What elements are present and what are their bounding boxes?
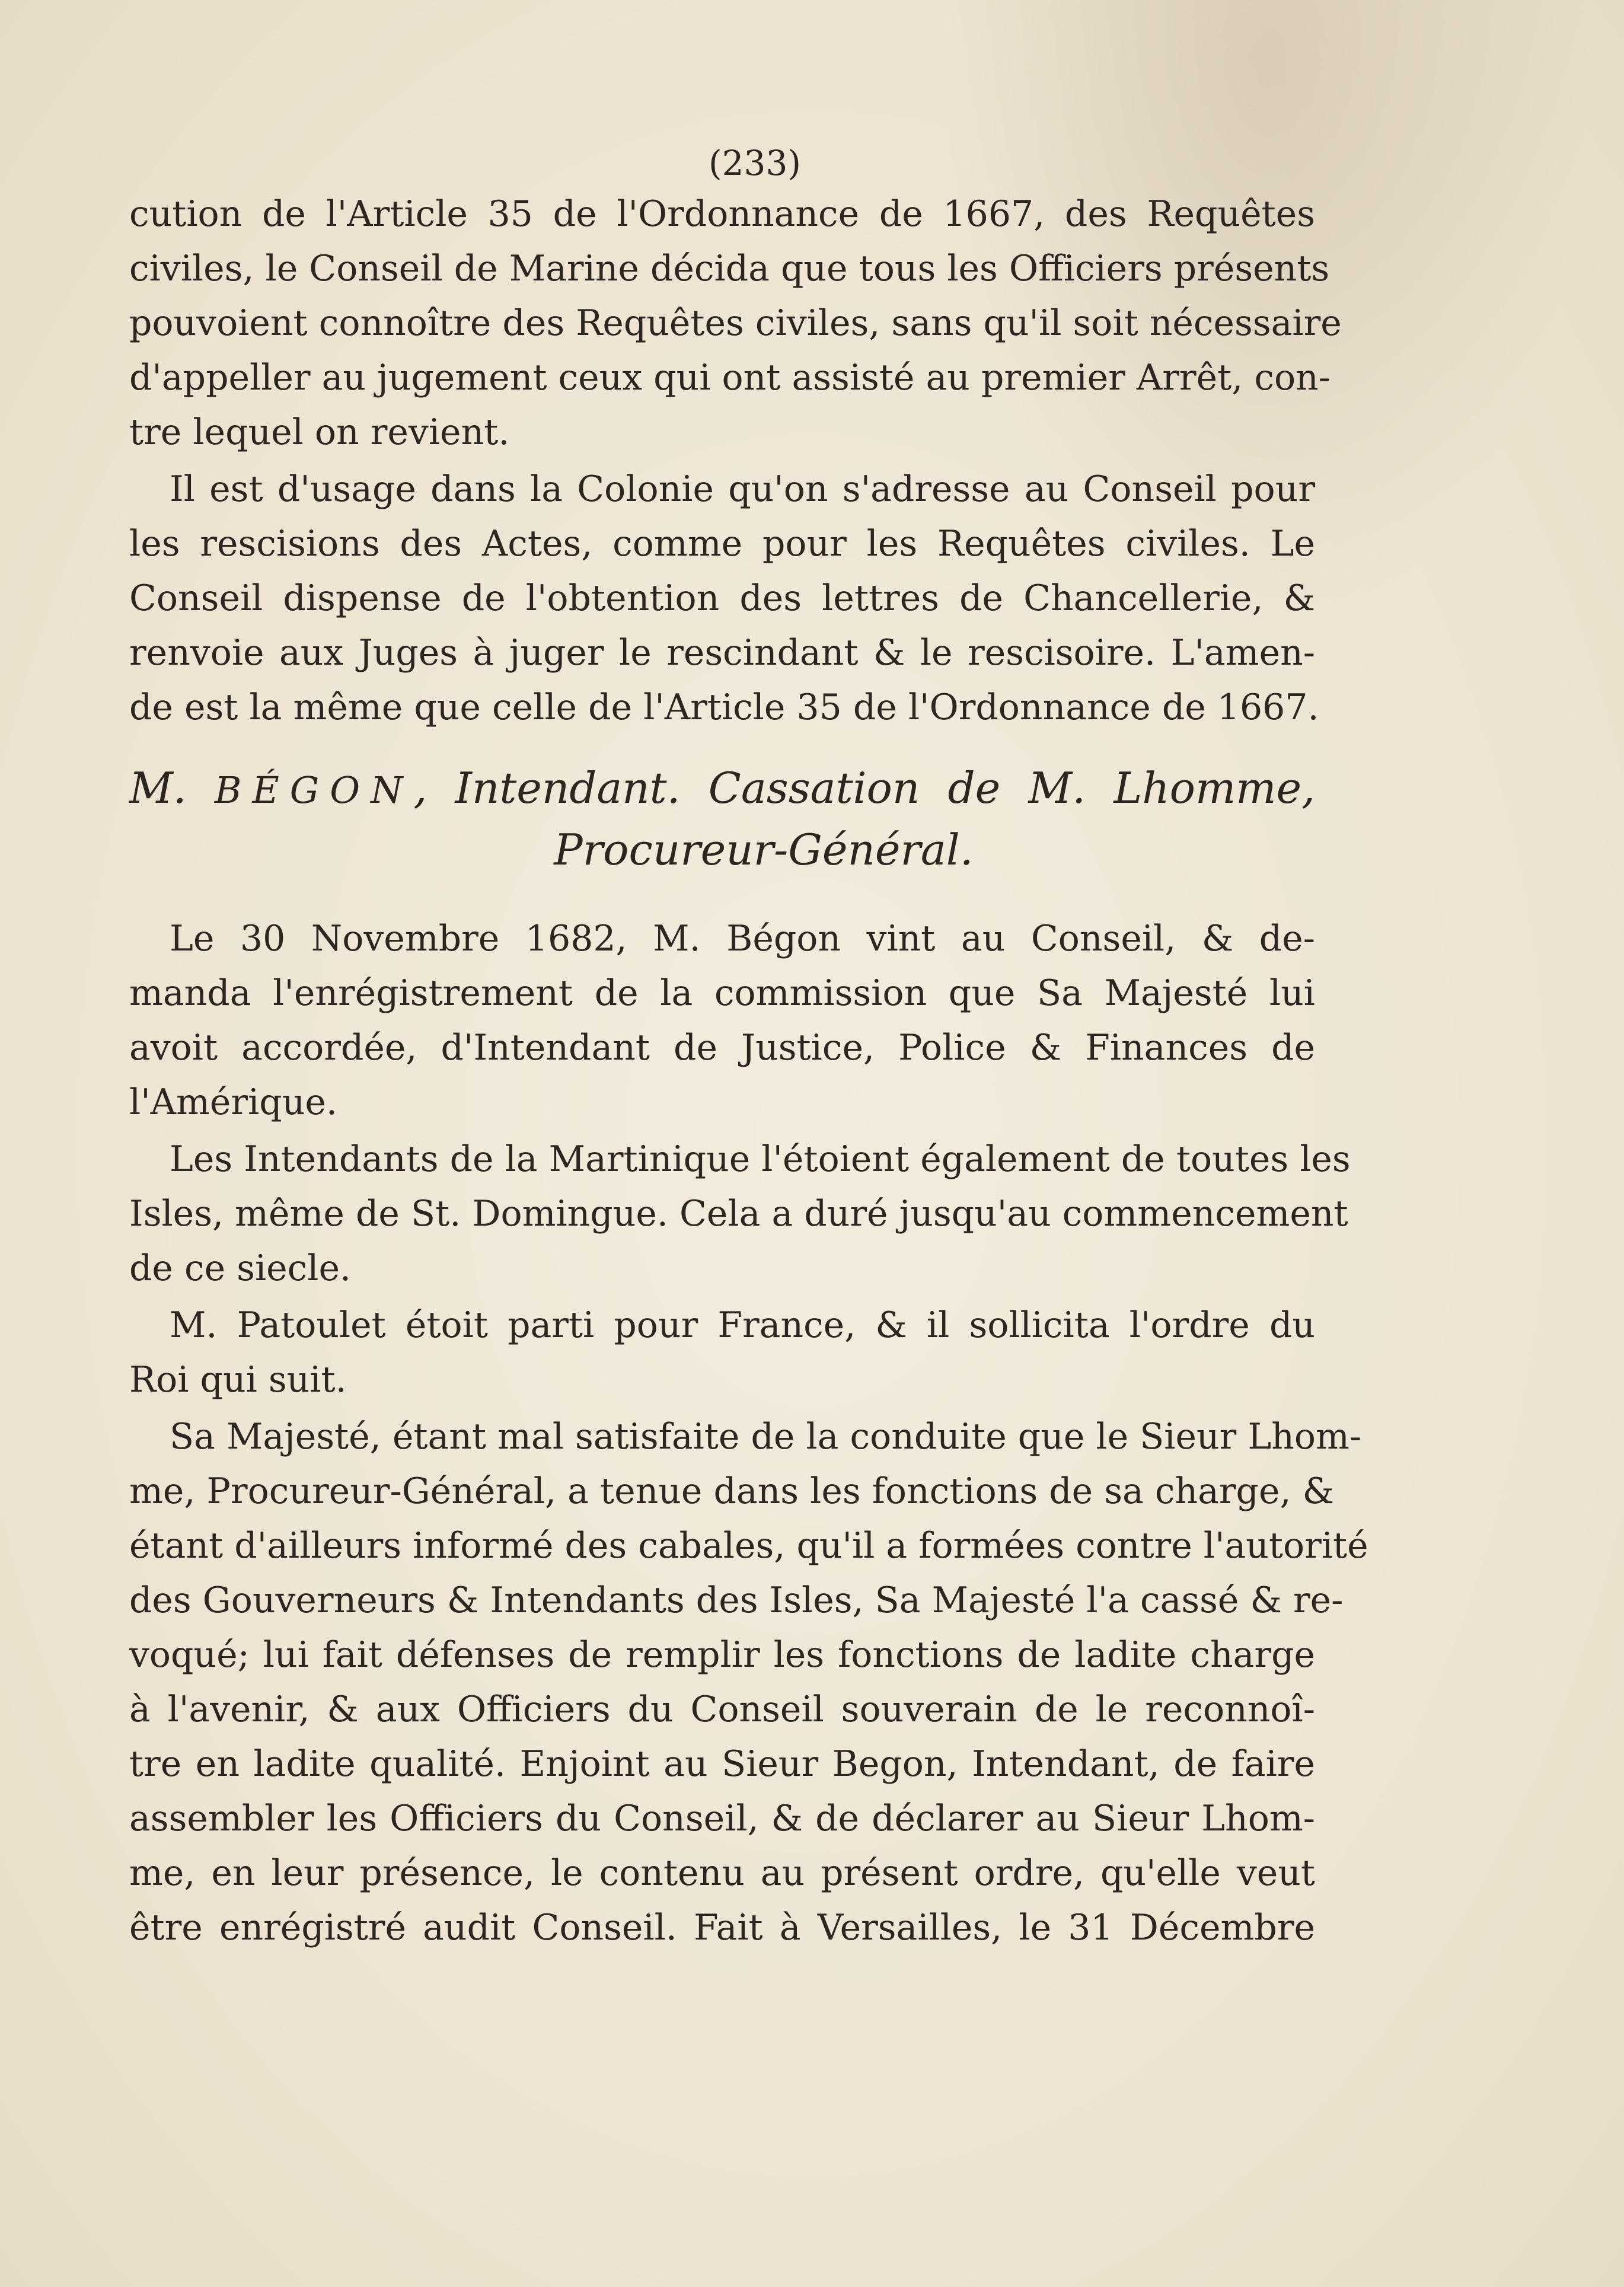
text-line: manda l'enrégistrement de la commission que Sa Majesté lui — [129, 972, 1315, 1014]
text-line: Le 30 Novembre 1682, M. Bégon vint au Conseil, & de- — [170, 918, 1315, 959]
paragraph — [129, 462, 1319, 735]
paragraph — [129, 911, 1315, 1130]
page-number: (233) — [709, 143, 801, 183]
text-line: avoit accordée, d'Intendant de Justice, Police & Finances de — [129, 1027, 1315, 1068]
text-line: d'appeller au jugement ceux qui ont assisté au premier Arrêt, con- — [129, 357, 1331, 398]
paragraph — [129, 1409, 1368, 1955]
paragraph — [129, 1132, 1351, 1296]
text-line: de ce siecle. — [129, 1248, 352, 1289]
paragraph — [129, 187, 1342, 460]
text-line: me, Procureur-Général, a tenue dans les fonctions de sa charge, & — [129, 1471, 1335, 1512]
text-line: renvoie aux Juges à juger le rescindant & le rescisoire. L'amen- — [129, 632, 1315, 674]
text-line: Isles, même de St. Domingue. Cela a duré jusqu'au commencement — [129, 1193, 1348, 1235]
heading-rest: , Intendant. Cassation de M. Lhomme, — [413, 763, 1316, 813]
text-line: à l'avenir, & aux Officiers du Conseil souverain de le reconnoî- — [129, 1689, 1315, 1730]
page-text — [129, 139, 1368, 1955]
text-line: cution de l'Article 35 de l'Ordonnance de 1667, des Requêtes — [129, 193, 1315, 235]
text-line: tre en ladite qualité. Enjoint au Sieur Begon, Intendant, de faire — [129, 1743, 1315, 1785]
section-heading — [129, 758, 1315, 879]
text-line: l'Amérique. — [129, 1082, 337, 1123]
text-line: me, en leur présence, le contenu au présent ordre, qu'elle veut — [129, 1852, 1315, 1894]
paragraph — [129, 1298, 1315, 1407]
heading-line-2: Procureur-Général. — [554, 825, 974, 875]
text-line: civiles, le Conseil de Marine décida que tous les Officiers présents — [129, 248, 1330, 289]
text-line: pouvoient connoître des Requêtes civiles, sans qu'il soit nécessaire — [129, 302, 1342, 344]
heading-name: BÉGON — [214, 768, 414, 812]
text-line: de est la même que celle de l'Article 35 de l'Ordonnance de 1667. — [129, 687, 1319, 728]
text-line: des Gouverneurs & Intendants des Isles, Sa Majesté l'a cassé & re- — [129, 1580, 1344, 1621]
text-line: voqué; lui fait défenses de remplir les fonctions de ladite charge — [129, 1634, 1315, 1676]
text-line: assembler les Officiers du Conseil, & de déclarer au Sieur Lhom- — [129, 1798, 1315, 1839]
spacer — [129, 891, 1315, 911]
heading-line-1 — [129, 758, 1315, 820]
text-line: Les Intendants de la Martinique l'étoient également de toutes les — [170, 1138, 1351, 1180]
text-line: tre lequel on revient. — [129, 412, 510, 453]
text-line: Roi qui suit. — [129, 1359, 347, 1401]
text-line: les rescisions des Actes, comme pour les Requêtes civiles. Le — [129, 523, 1315, 564]
text-line: Sa Majesté, étant mal satisfaite de la conduite que le Sieur Lhom- — [170, 1416, 1362, 1457]
heading-prefix: M. — [129, 763, 187, 813]
text-line: Conseil dispense de l'obtention des lettres de Chancellerie, & — [129, 578, 1315, 619]
text-line: Il est d'usage dans la Colonie qu'on s'adresse au Conseil pour — [170, 468, 1315, 510]
text-line: être enrégistré audit Conseil. Fait à Versailles, le 31 Décembre — [129, 1907, 1315, 1948]
text-line: étant d'ailleurs informé des cabales, qu'il a formées contre l'autorité — [129, 1525, 1368, 1567]
text-line: M. Patoulet étoit parti pour France, & il sollicita l'ordre du — [170, 1304, 1315, 1346]
